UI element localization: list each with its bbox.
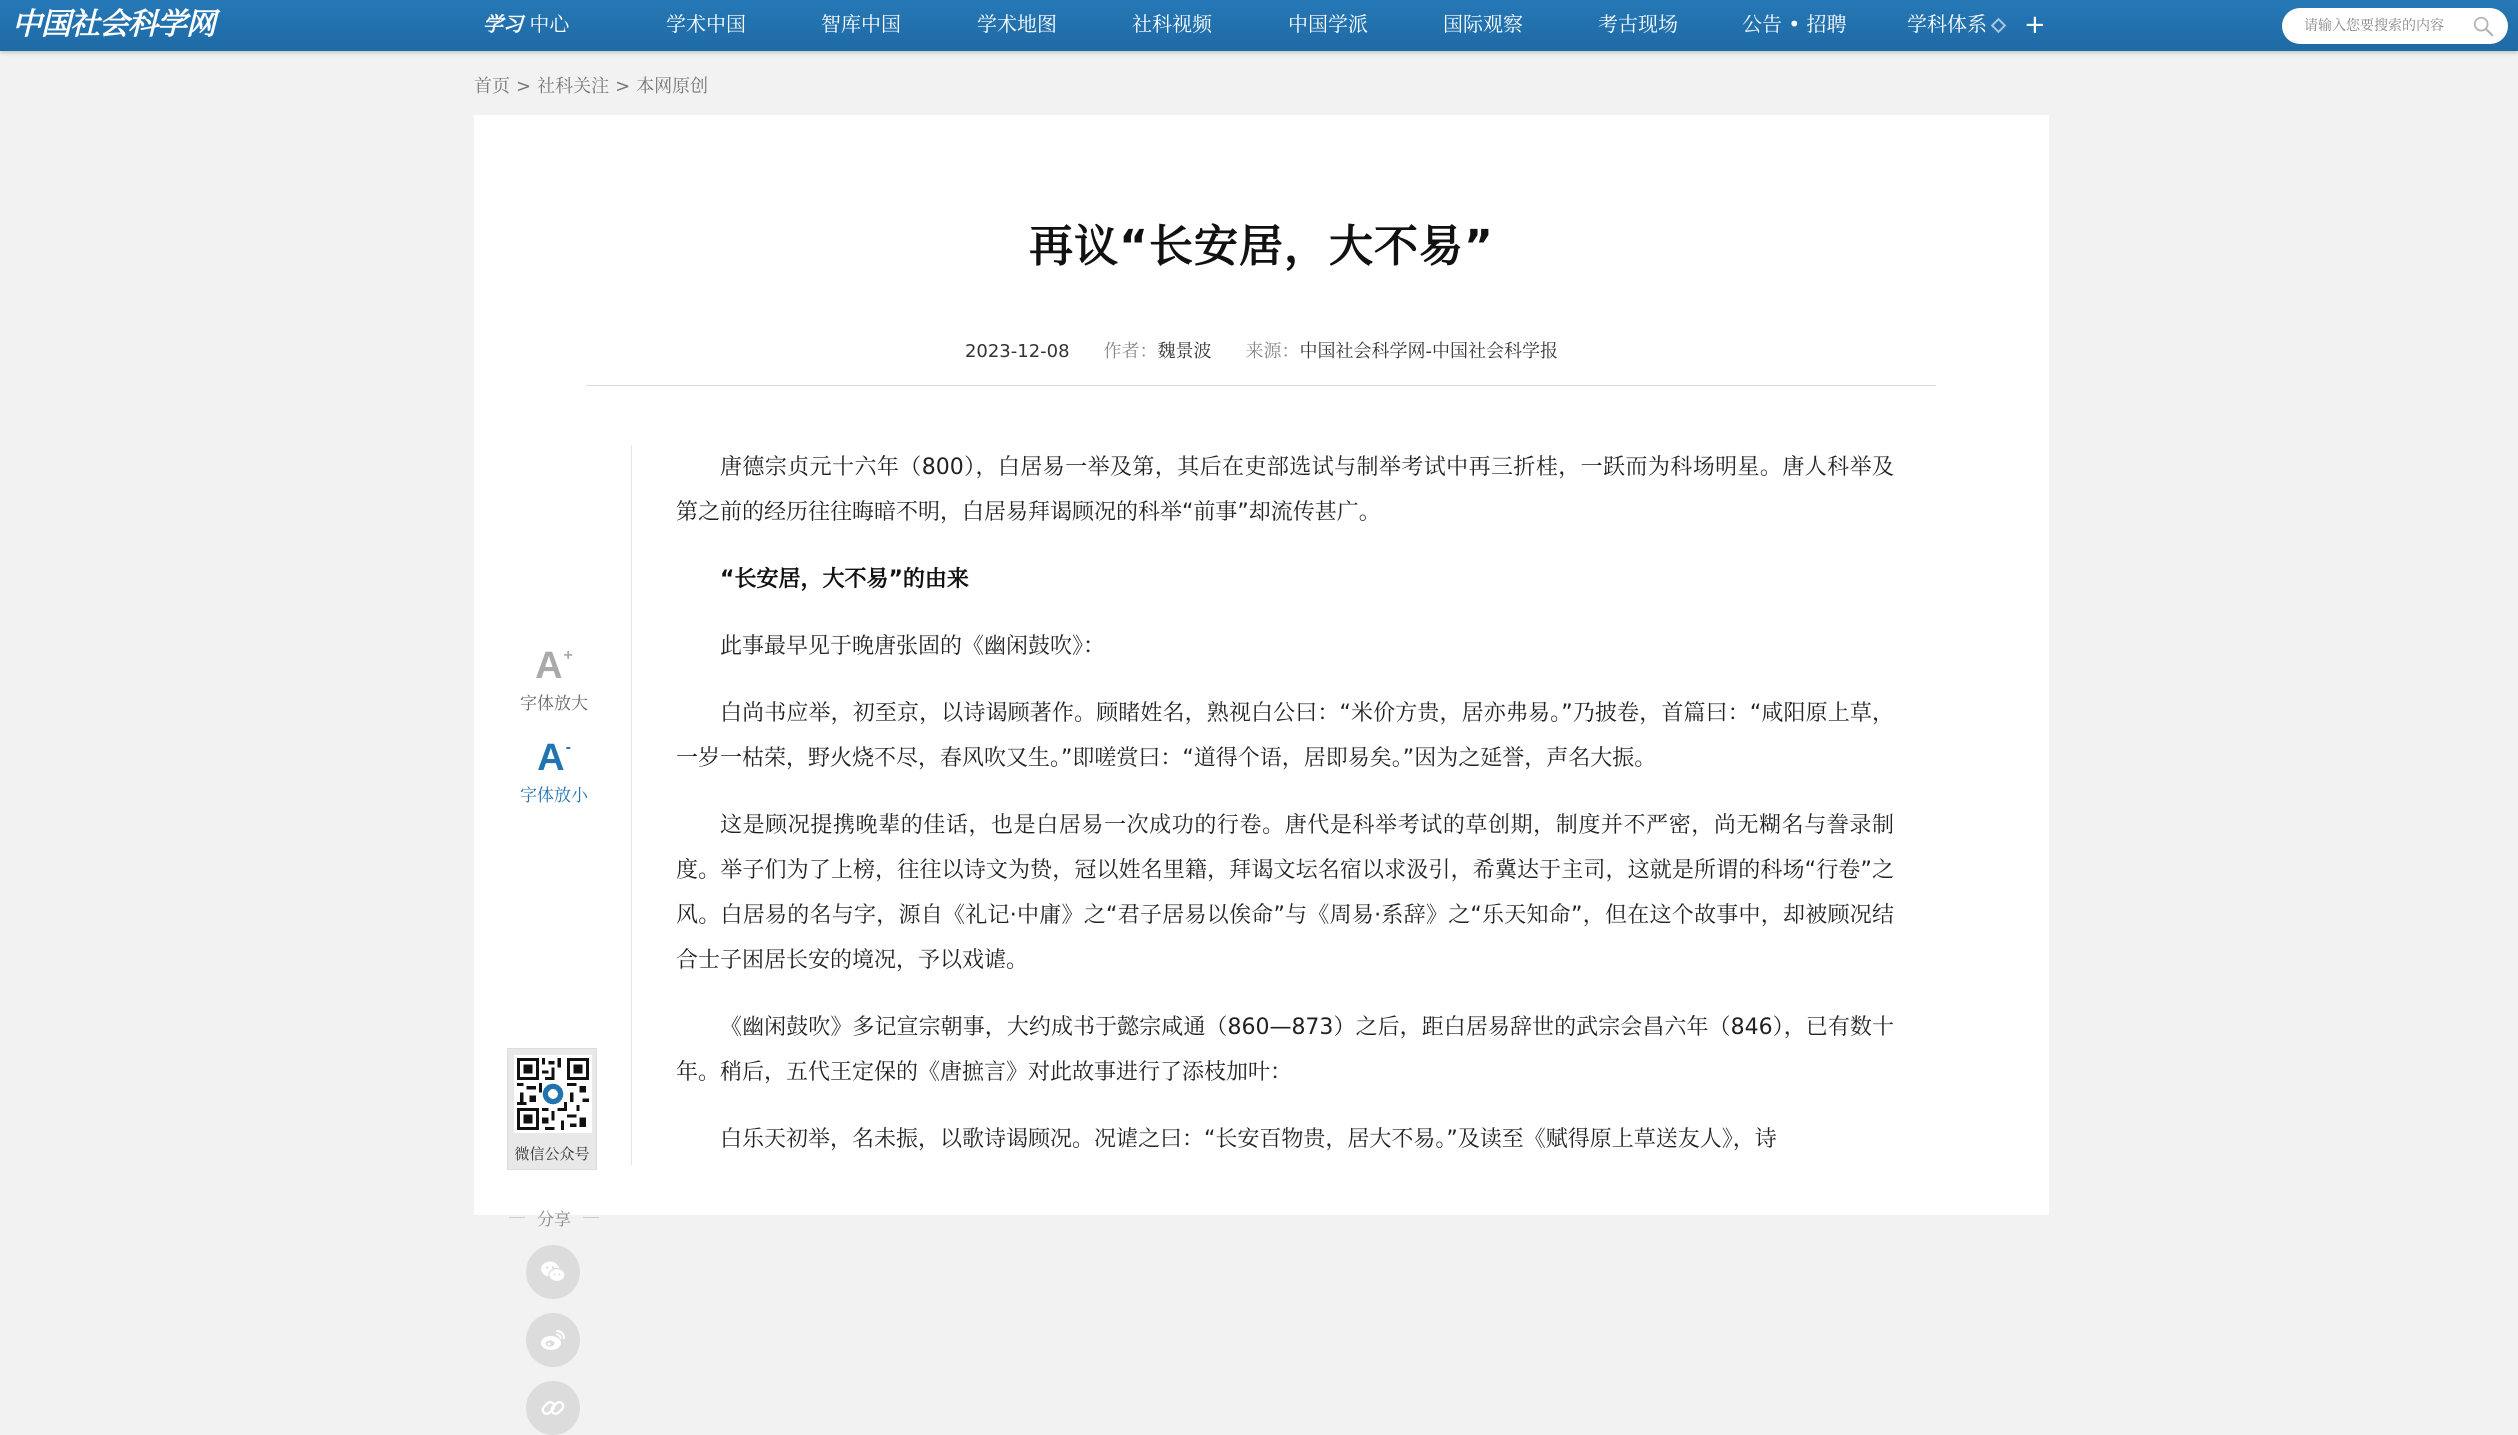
search-input[interactable]	[2302, 14, 2462, 38]
font-shrink-label: 字体放小	[520, 786, 588, 806]
study-logo-mark: 学习	[483, 12, 523, 36]
author-name: 魏景波	[1157, 341, 1212, 362]
nav-item-study-center[interactable]	[483, 0, 569, 51]
breadcrumb-separator: >	[516, 76, 532, 97]
link-icon	[538, 1393, 568, 1423]
share-title: 分享	[509, 1205, 599, 1230]
nav-item-think-tank[interactable]: 智库中国	[821, 12, 901, 36]
article-paragraph: 这是顾况提携晚辈的佳话，也是白居易一次成功的行卷。唐代是科举考试的草创期，制度并不严密，尚无糊名与誊录制度。举子们为了上榜，往往以诗文为贽，冠以姓名里籍，拜谒文坛名宿以求汲引，希冀达于主司，这就是所谓的科场“行卷”之风。白居易的名与字，源自《礼记·中庸》之“君子居易以俟命”与《周易·系辞》之“乐天知命”，但在这个故事中，却被顾况结合士子困居长安的境况，予以戏谑。	[676, 813, 1894, 973]
nav-more-button[interactable]: +	[2024, 10, 2046, 40]
nav-item-label: 中心	[529, 12, 570, 36]
breadcrumb-separator: >	[615, 76, 631, 97]
source-label: 来源：	[1245, 341, 1300, 362]
search-box	[2282, 8, 2508, 44]
breadcrumb	[474, 72, 708, 98]
article-paragraph: 唐德宗贞元十六年（800），白居易一举及第，其后在吏部选试与制举考试中再三折桂，一跃而为科场明星。唐人科举及第之前的经历往往晦暗不明，白居易拜谒顾况的科举“前事”却流传甚广。	[676, 455, 1894, 525]
article-paragraph: 此事最早见于晚唐张固的《幽闲鼓吹》：	[720, 634, 1106, 659]
wechat-icon	[538, 1257, 568, 1287]
breadcrumb-home[interactable]: 首页	[474, 76, 510, 97]
top-nav-bar	[0, 0, 2518, 51]
nav-item-academic-map[interactable]: 学术地图	[977, 12, 1057, 36]
meta-divider	[586, 385, 1936, 386]
article-paragraph: 《幽闲鼓吹》多记宣宗朝事，大约成书于懿宗咸通（860—873）之后，距白居易辞世的武宗会昌六年（846），已有数十年。稍后，五代王定保的《唐摭言》对此故事进行了添枝加叶：	[676, 1015, 1894, 1085]
toolbox-divider	[631, 445, 632, 1165]
nav-item-announcements[interactable]: 公告 • 招聘	[1742, 12, 1847, 36]
breadcrumb-original[interactable]: 本网原创	[636, 76, 709, 97]
nav-item-chinese-school[interactable]: 中国学派	[1288, 12, 1368, 36]
search-icon[interactable]	[2472, 15, 2494, 37]
nav-item-archaeology[interactable]: 考古现场	[1598, 12, 1678, 36]
share-wechat-button[interactable]	[526, 1245, 580, 1299]
nav-item-disciplines[interactable]	[1907, 0, 2004, 51]
author-label: 作者：	[1103, 341, 1158, 362]
section-heading: “长安居，大不易”的由来	[720, 567, 969, 592]
source-name: 中国社会科学网-中国社会科学报	[1299, 341, 1559, 362]
breadcrumb-social-focus[interactable]: 社科关注	[537, 76, 610, 97]
article-title: 再议“长安居，大不易”	[1029, 221, 1494, 272]
nav-item-international[interactable]: 国际观察	[1443, 12, 1523, 36]
font-enlarge-label: 字体放大	[520, 694, 588, 714]
font-shrink-icon: A-	[537, 737, 571, 779]
site-logo[interactable]: 中国社会科学网	[12, 7, 215, 42]
nav-item-label: 学科体系	[1907, 12, 1987, 36]
article-card	[474, 115, 2049, 1230]
article-meta	[474, 337, 2049, 363]
qr-code-icon	[514, 1055, 592, 1133]
wechat-qr-box	[507, 1048, 597, 1170]
publish-date: 2023-12-08	[964, 341, 1070, 362]
weibo-icon	[538, 1325, 568, 1355]
font-enlarge-button[interactable]	[474, 635, 634, 714]
nav-item-videos[interactable]: 社科视频	[1132, 12, 1212, 36]
nav-item-academic-china[interactable]: 学术中国	[666, 12, 746, 36]
share-weibo-button[interactable]	[526, 1313, 580, 1367]
article-body	[676, 445, 1894, 1184]
article-paragraph: 白尚书应举，初至京，以诗谒顾著作。顾睹姓名，熟视白公曰：“米价方贵，居亦弗易。”乃披卷，首篇曰：“咸阳原上草，一岁一枯荣，野火烧不尽，春风吹又生。”即嗟赏曰：“道得个语，居即易矣。”因为之延誉，声名大振。	[676, 701, 1894, 771]
font-shrink-button[interactable]	[474, 727, 634, 806]
font-enlarge-icon: A+	[535, 645, 573, 687]
copy-link-button[interactable]	[526, 1381, 580, 1435]
qr-label: 微信公众号	[514, 1145, 590, 1163]
diamond-icon	[1991, 18, 2007, 34]
article-paragraph: 白乐天初举，名未振，以歌诗谒顾况。况谑之曰：“长安百物贵，居大不易。”及读至《赋得原上草送友人》，诗	[720, 1127, 1777, 1152]
